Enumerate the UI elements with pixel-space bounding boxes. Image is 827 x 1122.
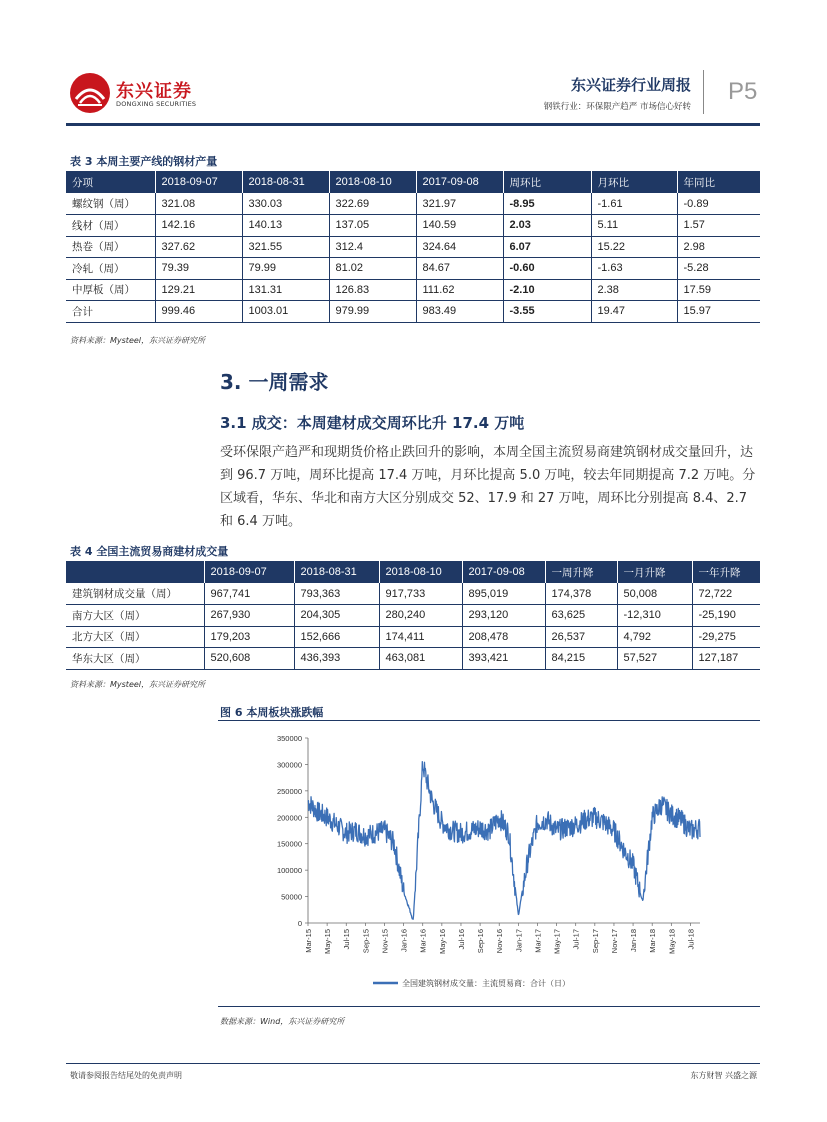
table-cell: 111.62	[416, 279, 503, 301]
logo	[70, 73, 200, 113]
table-cell: 84.67	[416, 258, 503, 280]
x-tick-label: Mar-18	[648, 929, 658, 953]
table-cell: 324.64	[416, 236, 503, 258]
table-cell: 321.08	[155, 193, 242, 215]
table-cell: 208,478	[462, 626, 545, 648]
table3-caption: 表 3 本周主要产线的钢材产量	[70, 155, 218, 168]
x-tick-label: Nov-15	[380, 929, 390, 954]
table-cell: -2.10	[503, 279, 591, 301]
table-cell: -5.28	[677, 258, 760, 280]
y-tick-label: 350000	[276, 734, 302, 743]
table-cell: -25,190	[692, 605, 760, 627]
x-tick-label: Jan-18	[629, 929, 639, 952]
table-cell: 179,203	[204, 626, 294, 648]
table3-header-row	[66, 171, 760, 193]
table-cell: 793,363	[294, 583, 379, 605]
row-label: 建筑钢材成交量（周）	[66, 583, 204, 605]
table-row	[66, 215, 760, 237]
table-cell: 142.16	[155, 215, 242, 237]
table-cell: 15.97	[677, 301, 760, 323]
x-tick-label: Jul-16	[456, 929, 466, 950]
column-header	[66, 561, 204, 583]
table-cell: 126.83	[329, 279, 416, 301]
x-tick-label: Mar-15	[304, 929, 313, 953]
section-heading: 3. 一周需求	[220, 370, 329, 394]
table-cell: -8.95	[503, 193, 591, 215]
row-label: 螺纹钢（周）	[66, 193, 155, 215]
column-header: 2017-09-08	[462, 561, 545, 583]
table-row	[66, 193, 760, 215]
x-tick-label: Jan-16	[399, 929, 409, 952]
x-tick-label: Jul-18	[686, 929, 696, 950]
table-cell: 2.98	[677, 236, 760, 258]
table-cell: 127,187	[692, 648, 760, 670]
section-paragraph: 受环保限产趋严和现期货价格止跌回升的影响，本周全国主流贸易商建筑钢材成交量回升，达到 96.7 万吨，周环比提高 17.4 万吨，月环比提高 5.0 万吨，较去年同期提高 7.2 万吨。分区域看，华东、华北和南方大区分别成交 52、17.9 和 27 万吨，周环比分别提高 8.4、2.7 和 6.4 万吨。	[220, 445, 756, 529]
column-header: 2018-08-10	[329, 171, 416, 193]
table-cell: 321.55	[242, 236, 329, 258]
table-cell: 267,930	[204, 605, 294, 627]
table-cell: 129.21	[155, 279, 242, 301]
column-header: 一月升降	[617, 561, 692, 583]
logo-mark-icon	[70, 73, 110, 113]
table-cell: 5.11	[591, 215, 677, 237]
table-cell: 979.99	[329, 301, 416, 323]
series-line	[308, 762, 700, 920]
column-header: 2018-09-07	[204, 561, 294, 583]
subsection-heading: 3.1 成交：本周建材成交周环比升 17.4 万吨	[220, 414, 525, 432]
x-tick-label: Jan-17	[514, 929, 524, 952]
table-cell: 17.59	[677, 279, 760, 301]
table-row	[66, 301, 760, 323]
table-cell: 140.59	[416, 215, 503, 237]
table-cell: 463,081	[379, 648, 462, 670]
table-cell: 321.97	[416, 193, 503, 215]
row-label: 华东大区（周）	[66, 648, 204, 670]
table-cell: 999.46	[155, 301, 242, 323]
column-header: 周环比	[503, 171, 591, 193]
table-cell: 322.69	[329, 193, 416, 215]
table-row	[66, 583, 760, 605]
y-tick-label: 100000	[276, 866, 302, 876]
header-divider	[703, 70, 704, 114]
table-cell: 140.13	[242, 215, 329, 237]
table-cell: 330.03	[242, 193, 329, 215]
table-cell: 393,421	[462, 648, 545, 670]
report-title: 东兴证券行业周报	[570, 76, 691, 94]
column-header: 一年升降	[692, 561, 760, 583]
column-header: 2017-09-08	[416, 171, 503, 193]
table4-header-row	[66, 561, 760, 583]
footer-slogan: 东方财智 兴盛之源	[690, 1071, 757, 1080]
table-cell: 983.49	[416, 301, 503, 323]
header-rule	[66, 123, 760, 126]
x-tick-label: Mar-17	[533, 929, 543, 953]
table-cell: 57,527	[617, 648, 692, 670]
y-tick-label: 250000	[276, 786, 302, 796]
table-cell: 895,019	[462, 583, 545, 605]
x-tick-label: Mar-16	[418, 929, 428, 953]
logo-text-en: DONGXING SECURITIES	[116, 100, 197, 108]
table-cell: -1.61	[591, 193, 677, 215]
table-cell: 152,666	[294, 626, 379, 648]
x-tick-label: Sep-15	[361, 929, 371, 954]
column-header: 一周升降	[545, 561, 617, 583]
table-row	[66, 279, 760, 301]
column-header: 2018-08-10	[379, 561, 462, 583]
table-cell: 174,378	[545, 583, 617, 605]
table-cell: 2.38	[591, 279, 677, 301]
table-cell: 917,733	[379, 583, 462, 605]
y-tick-label: 200000	[276, 813, 302, 823]
line-chart	[218, 722, 758, 1004]
table-row	[66, 258, 760, 280]
table-cell: 327.62	[155, 236, 242, 258]
legend-label: 全国建筑钢材成交量：主流贸易商：合计（日）	[402, 979, 570, 988]
report-subtitle: 钢铁行业：环保限产趋严 市场信心好转	[543, 102, 691, 112]
x-tick-label: Nov-17	[609, 929, 619, 954]
table4-caption: 表 4 全国主流贸易商建材成交量	[70, 545, 229, 558]
y-tick-label: 300000	[276, 760, 302, 770]
table3-source: 资料来源：Mysteel，东兴证券研究所	[70, 336, 206, 345]
table-cell: 6.07	[503, 236, 591, 258]
x-tick-label: Jul-15	[342, 929, 352, 950]
figure-bottom-rule	[218, 1006, 760, 1007]
table-row	[66, 626, 760, 648]
table-cell: 15.22	[591, 236, 677, 258]
x-tick-label: Jul-17	[571, 929, 581, 950]
table-cell: 2.03	[503, 215, 591, 237]
y-tick-label: 150000	[276, 839, 302, 849]
table4-source: 资料来源：Mysteel，东兴证券研究所	[70, 680, 206, 689]
column-header: 2018-08-31	[294, 561, 379, 583]
column-header: 分项	[66, 171, 155, 193]
row-label: 中厚板（周）	[66, 279, 155, 301]
row-label: 热卷（周）	[66, 236, 155, 258]
table-cell: 1.57	[677, 215, 760, 237]
table-cell: 280,240	[379, 605, 462, 627]
table-cell: -3.55	[503, 301, 591, 323]
table-cell: 520,608	[204, 648, 294, 670]
row-label: 冷轧（周）	[66, 258, 155, 280]
table-cell: 312.4	[329, 236, 416, 258]
footer-rule	[66, 1063, 760, 1064]
row-label: 线材（周）	[66, 215, 155, 237]
table-row	[66, 236, 760, 258]
footer-disclaimer: 敬请参阅报告结尾处的免责声明	[70, 1071, 182, 1080]
table-cell: 1003.01	[242, 301, 329, 323]
x-tick-label: May-17	[552, 929, 562, 955]
table-cell: 50,008	[617, 583, 692, 605]
figure6-source: 数据来源：Wind，东兴证券研究所	[220, 1017, 345, 1026]
table-cell: 204,305	[294, 605, 379, 627]
x-tick-label: Sep-16	[476, 929, 486, 954]
table-cell: 79.99	[242, 258, 329, 280]
y-tick-label: 50000	[281, 892, 302, 902]
table-cell: -12,310	[617, 605, 692, 627]
x-tick-label: Sep-17	[590, 929, 600, 954]
table-cell: 4,792	[617, 626, 692, 648]
table-cell: 79.39	[155, 258, 242, 280]
page-number: P5	[728, 78, 758, 105]
x-tick-label: May-18	[667, 929, 677, 955]
column-header: 2018-09-07	[155, 171, 242, 193]
table-cell: -29,275	[692, 626, 760, 648]
table-row	[66, 648, 760, 670]
table-cell: 967,741	[204, 583, 294, 605]
table-cell: 63,625	[545, 605, 617, 627]
table-cell: 72,722	[692, 583, 760, 605]
table-row	[66, 605, 760, 627]
table-cell: -0.60	[503, 258, 591, 280]
row-label: 合计	[66, 301, 155, 323]
row-label: 北方大区（周）	[66, 626, 204, 648]
x-tick-label: Nov-16	[495, 929, 505, 954]
table-cell: 26,537	[545, 626, 617, 648]
figure-top-rule	[218, 720, 760, 721]
figure6-caption: 图 6 本周板块涨跌幅	[220, 706, 324, 719]
table-cell: 137.05	[329, 215, 416, 237]
table4	[66, 561, 760, 670]
column-header: 月环比	[591, 171, 677, 193]
table-cell: 436,393	[294, 648, 379, 670]
row-label: 南方大区（周）	[66, 605, 204, 627]
table-cell: 19.47	[591, 301, 677, 323]
table-cell: 293,120	[462, 605, 545, 627]
table3	[66, 171, 760, 323]
x-tick-label: May-15	[323, 929, 333, 955]
column-header: 2018-08-31	[242, 171, 329, 193]
y-tick-label: 0	[297, 919, 302, 928]
table-cell: 174,411	[379, 626, 462, 648]
logo-text-cn: 东兴证券	[116, 81, 192, 102]
table-cell: 84,215	[545, 648, 617, 670]
table-cell: 131.31	[242, 279, 329, 301]
table-cell: -1.63	[591, 258, 677, 280]
column-header: 年同比	[677, 171, 760, 193]
table-cell: -0.89	[677, 193, 760, 215]
x-tick-label: May-16	[437, 929, 447, 955]
table-cell: 81.02	[329, 258, 416, 280]
